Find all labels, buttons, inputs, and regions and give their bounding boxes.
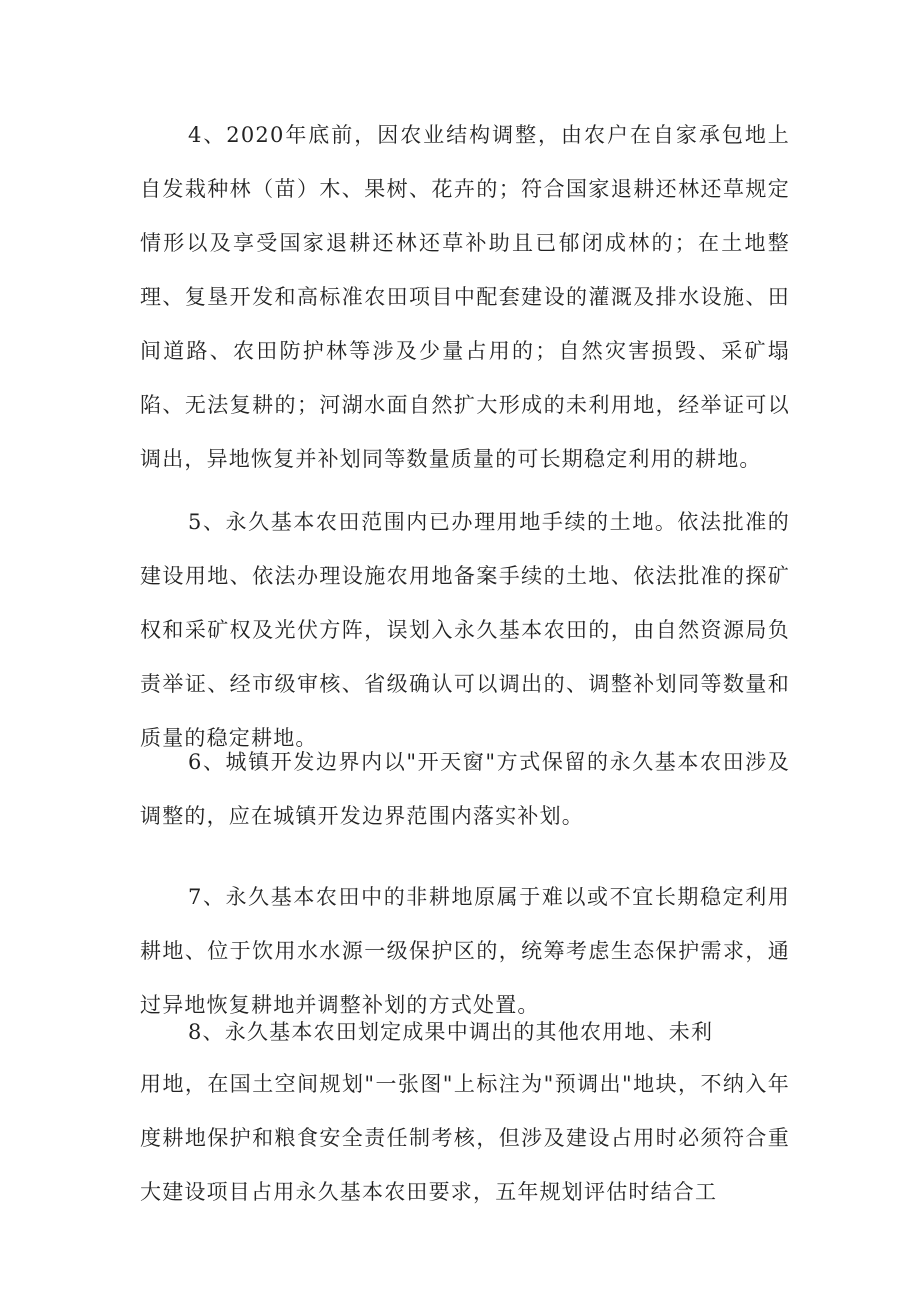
paragraph-item-4: 4、2020年底前，因农业结构调整，由农户在自家承包地上自发栽种林（苗）木、果树、花卉的；符合国家退耕还林还草规定情形以及享受国家退耕还林还草补助且已郁闭成林的；在土地整理、复垦开发和高标准农田项目中配套建设的灌溉及排水设施、田间道路、农田防护林等涉及少量占用的；自然灾害损毁、采矿塌陷、无法复耕的；河湖水面自然扩大形成的未利用地，经举证可以调出，异地恢复并补划同等数量质量的可长期稳定利用的耕地。	[140, 123, 790, 471]
paragraph-item-5: 5、永久基本农田范围内已办理用地手续的土地。依法批准的建设用地、依法办理设施农用地备案手续的土地、依法批准的探矿权和采矿权及光伏方阵，误划入永久基本农田的，由自然资源局负责举证、经市级审核、省级确认可以调出的、调整补划同等数量和质量的稳定耕地。	[140, 510, 790, 750]
paragraph-item-8-first-line: 8、永久基本农田划定成果中调出的其他农用地、未利	[188, 1020, 714, 1044]
paragraph-item-8-continued: 用地，在国土空间规划"一张图"上标注为"预调出"地块，不纳入年度耕地保护和粮食安全责任制考核，但涉及建设占用时必须符合重大建设项目占用永久基本农田要求，五年规划评估时结合工	[140, 1072, 790, 1204]
paragraph-item-6: 6、城镇开发边界内以"开天窗"方式保留的永久基本农田涉及调整的，应在城镇开发边界范围内落实补划。	[140, 750, 790, 828]
paragraph-item-7: 7、永久基本农田中的非耕地原属于难以或不宜长期稳定利用耕地、位于饮用水水源一级保护区的，统筹考虑生态保护需求，通过异地恢复耕地并调整补划的方式处置。	[140, 885, 790, 1017]
